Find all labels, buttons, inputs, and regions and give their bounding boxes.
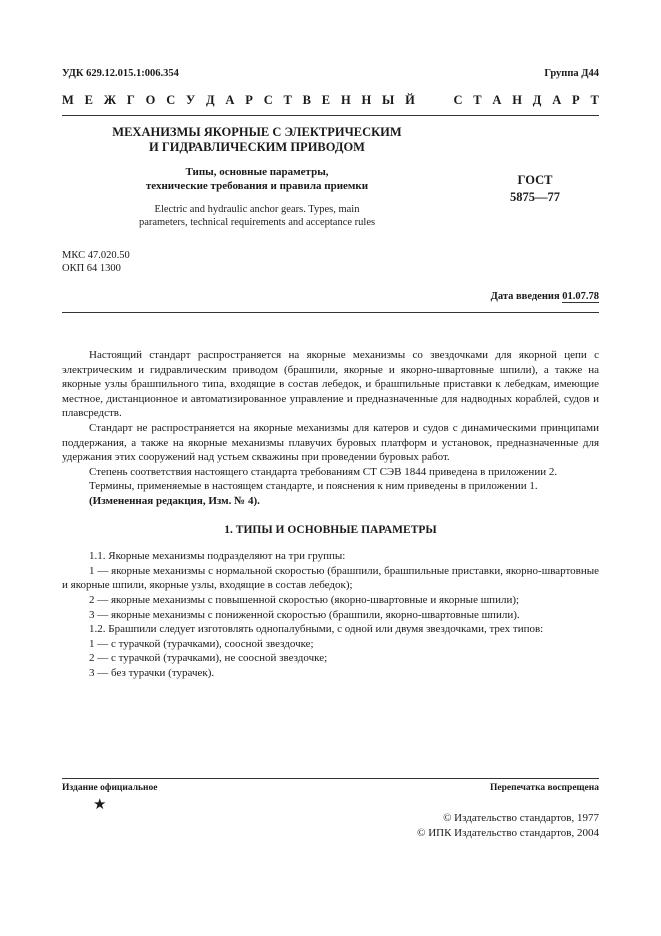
banner-letter: А <box>492 93 502 107</box>
copyright-block <box>417 811 599 840</box>
paragraph-amendment: (Измененная редакция, Изм. № 4). <box>89 494 260 507</box>
introduction-date <box>491 291 599 302</box>
banner-letter: Т <box>473 93 482 107</box>
banner-letter: Н <box>361 93 372 107</box>
subtitle-line-2: технические требования и правила приемки <box>145 180 369 192</box>
banner-letter: Н <box>340 93 351 107</box>
english-line-1: Electric and hydraulic anchor gears. Types, main <box>154 204 360 215</box>
clause-group-2: 2 — якорные механизмы с повышенной скоростью (якорно-швартовные и якорные шпили); <box>89 593 520 606</box>
paragraph-terms: Термины, применяемые в настоящем стандарте, и пояснения к ним приведены в приложении 1. <box>89 480 538 493</box>
banner-letter: А <box>225 93 235 107</box>
banner-letter: Й <box>405 93 415 107</box>
clause-group-3: 3 — якорные механизмы с пониженной скоростью (брашпили, якорно-швартовные шпили). <box>89 608 520 621</box>
title-line-2: И ГИДРАВЛИЧЕСКИМ ПРИВОДОМ <box>149 140 365 154</box>
title-line-1: МЕХАНИЗМЫ ЯКОРНЫЕ С ЭЛЕКТРИЧЕСКИМ <box>112 125 402 139</box>
banner-letter: У <box>186 93 196 107</box>
reprint-notice: Перепечатка воспрещена <box>489 783 599 793</box>
gost-code: 5875—77 <box>510 190 560 204</box>
banner-letter: Д <box>532 93 542 107</box>
banner-letter: Т <box>283 93 292 107</box>
intro-date-value: 01.07.78 <box>562 291 599 302</box>
copyright-1977: © Издательство стандартов, 1977 <box>443 812 599 824</box>
banner-letter: Р <box>572 93 580 107</box>
subtitle-line-1: Типы, основные параметры, <box>185 166 329 178</box>
banner-letter: А <box>552 93 562 107</box>
banner-letter: Р <box>245 93 253 107</box>
banner-letter: В <box>302 93 311 107</box>
banner-letter: Г <box>126 93 135 107</box>
section-heading: 1. ТИПЫ И ОСНОВНЫЕ ПАРАМЕТРЫ <box>224 523 437 536</box>
english-title <box>62 203 452 229</box>
banner-letter: Ж <box>103 93 117 107</box>
banner-letter <box>426 93 429 108</box>
standard-banner <box>62 93 599 108</box>
document-body <box>62 348 599 680</box>
banner-letter: Ы <box>382 93 395 107</box>
copyright-2004: © ИПК Издательство стандартов, 2004 <box>417 826 599 839</box>
banner-letter: С <box>263 93 273 107</box>
clause-type-1: 1 — с турачкой (турачками), соосной звездочке; <box>89 637 314 650</box>
udk-code: УДК 629.12.015.1:006.354 <box>62 68 179 79</box>
clause-1-1: 1.1. Якорные механизмы подразделяют на три группы: <box>89 550 346 563</box>
english-line-2: parameters, technical requirements and acceptance rules <box>138 217 376 228</box>
paragraph-scope: Настоящий стандарт распространяется на якорные механизмы со звездочками для якорной цепи с электрическим и гидравлическим приводом (брашпили, якорные и якорно-швартовные шпили), а также на якорные узлы брашпильного типа, входящие в состав лебедок, и брашпильные приставки к лебедкам, имеющие местное, дистанционное и автоматизированное управление и предназначенные для надводных кораблей, судов и плавсредств. <box>62 349 599 420</box>
paragraph-conformity: Степень соответствия настоящего стандарта требованиям СТ СЭВ 1844 приведена в приложении 2. <box>89 465 558 478</box>
okp-code: ОКП 64 1300 <box>62 262 121 274</box>
star-icon: ★ <box>93 797 107 813</box>
banner-letter: О <box>145 93 156 107</box>
banner-letter: Е <box>84 93 93 107</box>
banner-letter: Н <box>512 93 522 107</box>
clause-1-2: 1.2. Брашпили следует изготовлять однопалубными, с одной или двумя звездочками, трех типов: <box>89 623 544 636</box>
gost-number <box>490 172 580 206</box>
footer-divider <box>62 778 599 779</box>
intro-date-label: Дата введения <box>490 291 560 302</box>
clause-type-3: 3 — без турачки (турачек). <box>89 666 215 679</box>
official-edition: Издание официальное <box>62 783 158 793</box>
banner-letter <box>440 93 443 108</box>
classification-codes <box>62 250 130 275</box>
intro-divider <box>62 312 599 313</box>
header-divider <box>62 115 599 116</box>
clause-group-1: 1 — якорные механизмы с нормальной скоростью (брашпили, брашпильные приставки, якорно-швартовные и якорные шпили, якорные узлы, входящие в состав лебедок); <box>62 564 599 592</box>
document-subtitle <box>62 165 452 193</box>
title-block <box>62 125 452 229</box>
banner-letter: Д <box>206 93 215 107</box>
gost-label: ГОСТ <box>517 173 553 187</box>
banner-letter: С <box>453 93 463 107</box>
banner-letter: Т <box>590 93 599 107</box>
paragraph-exclusions: Стандарт не распространяется на якорные механизмы для катеров и судов с динамическими принципами поддержания, а также на якорные механизмы плавучих буровых платформ и установок, предназначенные для удержания этих сооружений над устьем скважины при проведении буровых работ. <box>62 421 599 464</box>
group-code: Группа Д44 <box>544 68 599 79</box>
banner-letter: Е <box>321 93 331 107</box>
document-title <box>62 125 452 155</box>
clause-type-2: 2 — с турачкой (турачками), не соосной звездочке; <box>89 652 328 665</box>
banner-letter: М <box>62 93 74 107</box>
banner-letter: С <box>166 93 176 107</box>
mks-code: МКС 47.020.50 <box>62 250 130 261</box>
